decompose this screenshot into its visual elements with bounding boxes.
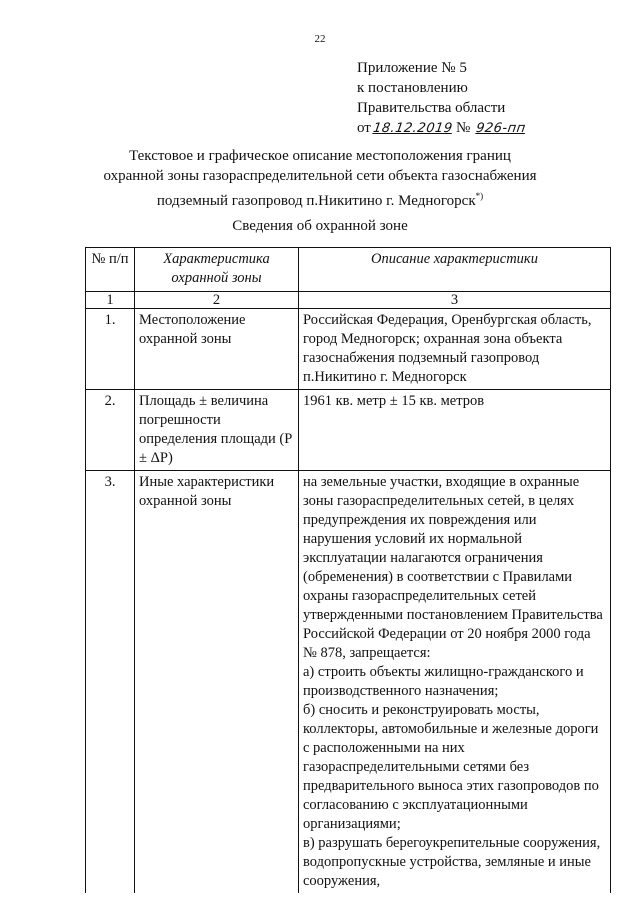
- document-title: [0, 146, 640, 211]
- column-number-2: 2: [135, 292, 299, 309]
- section-heading: Сведения об охранной зоне: [232, 218, 408, 234]
- appendix-block: [357, 58, 526, 139]
- table-row: [86, 309, 611, 390]
- row-description: на земельные участки, входящие в охранные зоны газораспределительных сетей, в целях предупреждения их повреждения или нарушения условий их нормальной эксплуатации налагаются ограничения (обременения) в соответствии с Правилами охраны газораспределительных сетей утвержденными постановлением Правительства Российской Федерации от 20 ноября 2000 года № 878, запрещается: а) строить объекты жилищно-гражданского и производственного назначения; б) сносить и реконструировать мосты, коллекторы, автомобильные и железные дороги с расположенными на них газораспределительными сетями без предварительного выноса этих газопроводов по согласованию с эксплуатационными организациями; в) разрушать берегоукрепительные сооружения, водопропускные устройства, земляные и иные сооружения,: [299, 471, 611, 894]
- header-characteristic: Характеристика охранной зоны: [135, 248, 299, 292]
- appendix-title: Приложение № 5: [357, 60, 467, 76]
- column-number-3: 3: [299, 292, 611, 309]
- table-row: [86, 471, 611, 894]
- table-header-row: [86, 248, 611, 292]
- appendix-government: Правительства области: [357, 100, 506, 116]
- row-characteristic: Площадь ± величина погрешности определения площади (P ± ΔP): [135, 390, 299, 471]
- footnote-mark: *): [475, 191, 484, 201]
- page-number: 22: [314, 33, 326, 45]
- row-description: 1961 кв. метр ± 15 кв. метров: [299, 390, 611, 471]
- row-number: 3.: [86, 471, 135, 894]
- title-line-1: Текстовое и графическое описание местоположения границ: [129, 148, 511, 164]
- appendix-date-line: [357, 118, 526, 139]
- row-number: 2.: [86, 390, 135, 471]
- title-line-3: [0, 186, 640, 211]
- column-number-row: [86, 292, 611, 309]
- title-line-3-text: подземный газопровод п.Никитино г. Медногорск: [156, 193, 476, 209]
- row-number: 1.: [86, 309, 135, 390]
- protection-zone-table: [85, 247, 611, 893]
- header-description: Описание характеристики: [299, 248, 611, 292]
- column-number-1: 1: [86, 292, 135, 309]
- number-prefix: №: [456, 120, 471, 136]
- appendix-to-resolution: к постановлению: [357, 80, 468, 96]
- table-row: [86, 390, 611, 471]
- row-description: Российская Федерация, Оренбургская область, город Медногорск; охранная зона объекта газоснабжения подземный газопровод п.Никитино г. Медногорск: [299, 309, 611, 390]
- date-prefix: от: [357, 120, 371, 136]
- handwritten-number: 926-пп: [475, 121, 527, 136]
- title-line-2: охранной зоны газораспределительной сети объекта газоснабжения: [103, 168, 537, 184]
- handwritten-date: 18.12.2019: [371, 121, 454, 136]
- row-characteristic: Местоположение охранной зоны: [135, 309, 299, 390]
- header-number: № п/п: [86, 248, 135, 292]
- row-characteristic: Иные характеристики охранной зоны: [135, 471, 299, 894]
